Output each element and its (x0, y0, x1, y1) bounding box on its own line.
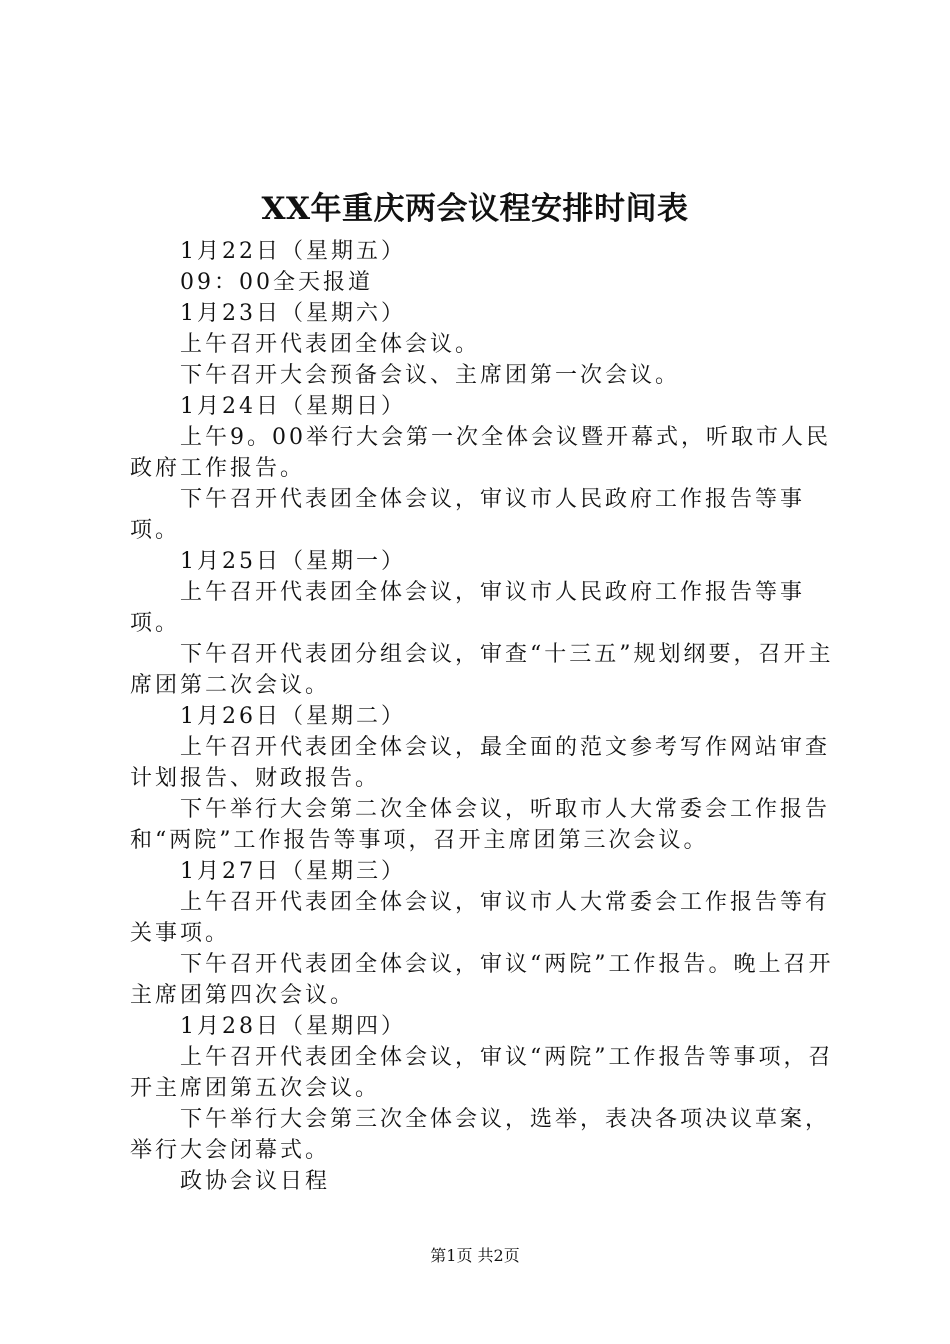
schedule-item: 上午召开代表团全体会议，审议市人民政府工作报告等事项。 (130, 580, 806, 636)
document-body (130, 236, 842, 1197)
schedule-item: 下午召开代表团分组会议，审查“十三五”规划纲要，召开主席团第二次会议。 (130, 642, 834, 698)
document-title: XX年重庆两会议程安排时间表 (261, 191, 689, 227)
schedule-date: 1月24日（星期日） (180, 394, 406, 419)
schedule-item: 下午召开代表团全体会议，审议市人民政府工作报告等事项。 (130, 487, 806, 543)
schedule-item: 09：00全天报道 (180, 270, 373, 295)
schedule-item: 下午召开代表团全体会议，审议“两院”工作报告。晚上召开主席团第四次会议。 (130, 952, 834, 1008)
section-heading: 政协会议日程 (180, 1169, 331, 1194)
schedule-date: 1月27日（星期三） (180, 859, 406, 884)
schedule-item: 上午召开代表团全体会议，审议“两院”工作报告等事项，召开主席团第五次会议。 (130, 1045, 834, 1101)
schedule-date: 1月22日（星期五） (180, 239, 406, 264)
schedule-item: 下午召开大会预备会议、主席团第一次会议。 (180, 363, 681, 388)
schedule-item: 上午召开代表团全体会议。 (180, 332, 481, 357)
schedule-item: 下午举行大会第二次全体会议，听取市人大常委会工作报告和“两院”工作报告等事项，召开主席团第三次会议。 (130, 797, 831, 853)
page-footer: 第1页 共2页 (430, 1246, 520, 1265)
schedule-item: 上午9。00举行大会第一次全体会议暨开幕式，听取市人民政府工作报告。 (130, 425, 831, 481)
schedule-item: 下午举行大会第三次全体会议，选举，表决各项决议草案，举行大会闭幕式。 (130, 1107, 831, 1163)
schedule-date: 1月23日（星期六） (180, 301, 406, 326)
schedule-item: 上午召开代表团全体会议，最全面的范文参考写作网站审查计划报告、财政报告。 (130, 735, 831, 791)
schedule-date: 1月25日（星期一） (180, 549, 406, 574)
schedule-item: 上午召开代表团全体会议，审议市人大常委会工作报告等有关事项。 (130, 890, 831, 946)
schedule-date: 1月26日（星期二） (180, 704, 406, 729)
schedule-date: 1月28日（星期四） (180, 1014, 406, 1039)
